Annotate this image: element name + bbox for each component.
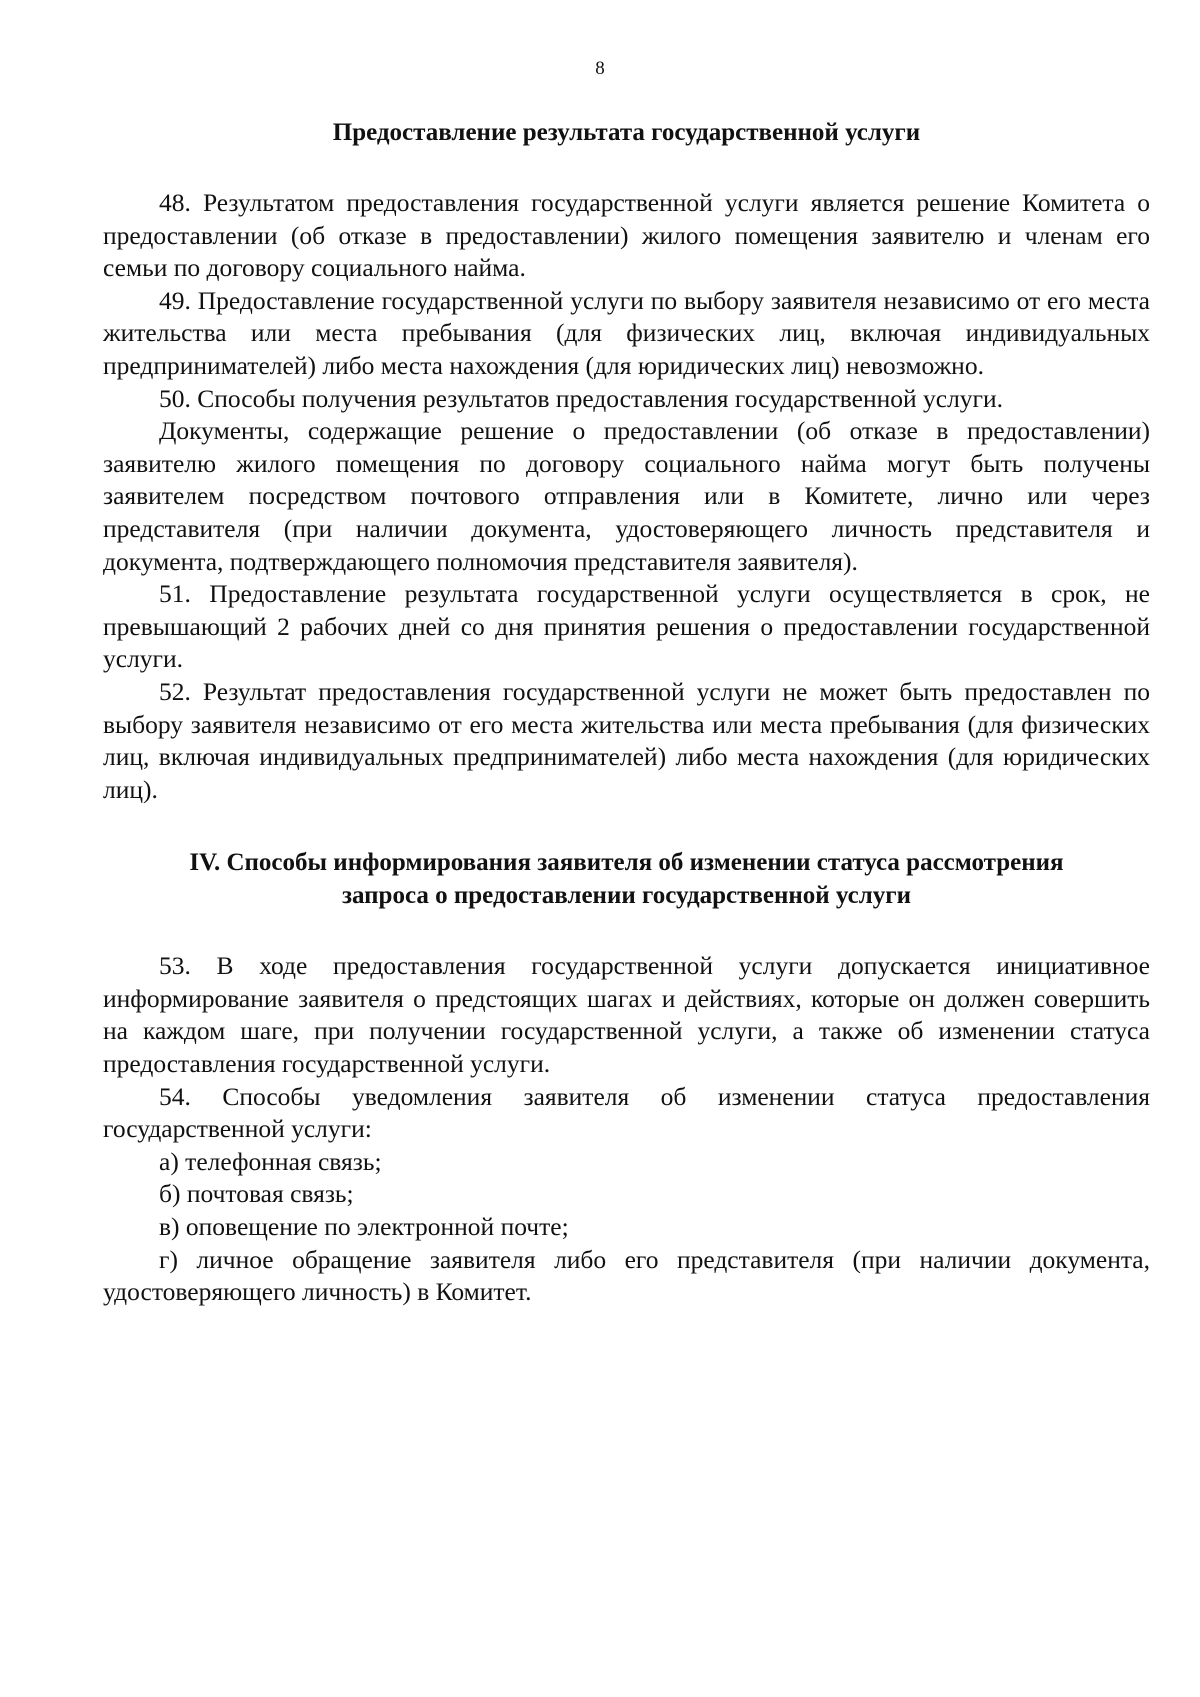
paragraph-48: 48. Результатом предоставления государственной услуги является решение Комитета о предоставлении (об отказе в предоставлении) жилого помещения заявителю и членам его семьи по договору социального найма.	[103, 188, 1150, 283]
paragraph-52: 52. Результат предоставления государственной услуги не может быть предоставлен по выбору заявителя независимо от его места жительства или места пребывания (для физических лиц, включая индивидуальных предпринимателей) либо места нахождения (для юридических лиц).	[103, 676, 1150, 804]
list-item-v: в) оповещение по электронной почте;	[159, 1212, 569, 1242]
list-item-g: г) личное обращение заявителя либо его представителя (при наличии документа, удостоверяющего личность) в Комитет.	[103, 1244, 1150, 1307]
section-title-iv	[103, 846, 1150, 912]
document-body	[103, 116, 1150, 1309]
page-number: 8	[595, 58, 605, 79]
paragraph-54: 54. Способы уведомления заявителя об изменении статуса предоставления государственной услуги:	[103, 1081, 1150, 1144]
list-item-a: а) телефонная связь;	[159, 1146, 382, 1176]
paragraph-49: 49. Предоставление государственной услуги по выбору заявителя независимо от его места жительства или места пребывания (для физических лиц, включая индивидуальных предпринимателей) либо места нахождения (для юридических лиц) невозможно.	[103, 285, 1150, 380]
paragraph-50-documents: Документы, содержащие решение о предоставлении (об отказе в предоставлении) заявителю жилого помещения по договору социального найма могут быть получены заявителем посредством почтового отправления или в Комитете, лично или через представителя (при наличии документа, удостоверяющего личность представителя и документа, подтверждающего полномочия представителя заявителя).	[103, 416, 1150, 576]
paragraph-50: 50. Способы получения результатов предоставления государственной услуги.	[159, 383, 1004, 413]
paragraph-53: 53. В ходе предоставления государственной услуги допускается инициативное информирование заявителя о предстоящих шагах и действиях, которые он должен совершить на каждом шаге, при получении государственной услуги, а также об изменении статуса предоставления государственной услуги.	[103, 951, 1150, 1079]
section-title-result: Предоставление результата государственной услуги	[332, 119, 921, 146]
section-title-iv-line1: IV. Способы информирования заявителя об изменении статуса рассмотрения	[189, 849, 1064, 877]
section-title-iv-line2: запроса о предоставлении государственной услуги	[341, 882, 912, 910]
paragraph-51: 51. Предоставление результата государственной услуги осуществляется в срок, не превышающий 2 рабочих дней со дня принятия решения о предоставлении государственной услуги.	[103, 579, 1150, 674]
list-item-b: б) почтовая связь;	[159, 1179, 354, 1209]
